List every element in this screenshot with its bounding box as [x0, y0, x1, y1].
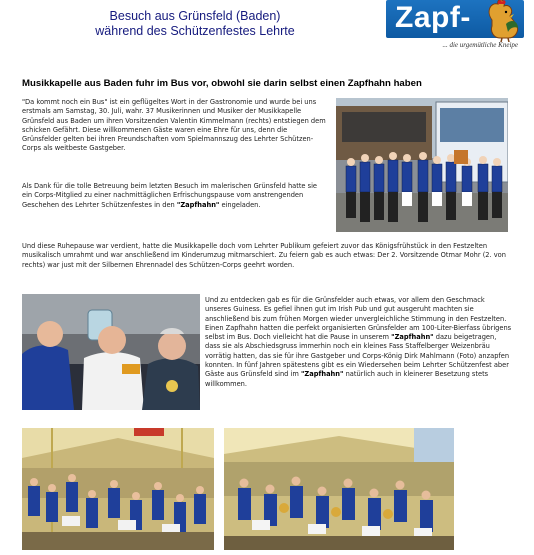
- paragraph-4-bold-1: "Zapfhahn": [391, 333, 434, 342]
- zapfhahn-logo[interactable]: [386, 0, 524, 56]
- photo-band-in-tent-right: [224, 428, 454, 550]
- rooster-icon: [484, 0, 524, 42]
- article-paragraph-1: "Da kommt noch ein Bus" ist ein geflügeltes Wort in der Gastronomie und wurde bei uns erstmals am Samstag, 30. Juli, wahr. 37 Musikerinnen und Musiker der Musikkapelle Grünsfeld aus Baden um ihren Vorsitzenden Valentin Kimmelmann (rechts) entstiegen dem schicken Gefährt. Diese willkommenen Gäste waren eine Ehre für uns, denn die Grünsfelder gelten bei ihren Freundschaften vom Spielmannszug des Lehrter Schützen-Corps als weitbeste Gastgeber.: [22, 98, 326, 153]
- paragraph-2-text-a: Als Dank für die tolle Betreuung beim letzten Besuch im malerischen Grünsfeld hatte sie ein Corps-Mitglied zu einer nachmittäglichen Erfrischungspause vom anstrengenden Geschehen des Lehrter Schützenfestes in den: [22, 182, 318, 209]
- paragraph-4-text-b: dazu beigetragen, dass sie als Abschiedsgruss immerhin noch ein kleines Fass Staffelberger Weizenbräu vorrätig hatten, das sie für ihre Gastgeber und Corps-König Dirk Mahlmann (Foto) anzapfen konnten. In fünf Jahren spätestens gibt es ein Wiedersehen beim Lehrter Schützenfest aber Gäste aus Grünsfeld sind im: [205, 333, 510, 379]
- logo-slogan: ... die urgemütliche Kneipe: [442, 41, 518, 49]
- page-title: [80, 9, 310, 39]
- paragraph-4-text-a: Und zu entdecken gab es für die Grünsfelder auch etwas, vor allem den Geschmack unseres Guiness. Es gefiel ihnen gut im Irish Pub und gut ausgeruht machten sie anschließend bis zum frühen Morgen wieder unvergleichliche Stimmung in den Festzelten. Einen Zapfhahn hatten die perfekt organisierten Grünsfelder am 100-Liter-Bierfass übrigens selbst im Bus. Doch vielleicht hat die Pause in unserem: [205, 296, 512, 342]
- paragraph-2-text-b: eingeladen.: [219, 200, 261, 209]
- article-paragraph-3: Und diese Ruhepause war verdient, hatte die Musikkapelle doch vom Lehrter Publikum gefeiert zuvor das Königsfrühstück in den Festzelten musikalisch umrahmt und war anschließend im Kinderumzug mitmarschiert. Zu feiern gab es auch etwas: Der 2. Vorsitzende Otmar Mohr (2. von rechts) war just mit der Silbernen Ehrennadel des Schützen-Corps geehrt worden.: [22, 242, 506, 269]
- article-headline: Musikkapelle aus Baden fuhr im Bus vor, obwohl sie darin selbst einen Zapfhahn haben: [22, 78, 422, 89]
- photo-band-in-tent-left: [22, 428, 214, 550]
- photo-man-with-glass: [22, 294, 200, 410]
- article-paragraph-2: [22, 182, 326, 210]
- logo-wordmark: Zapf-: [395, 1, 471, 34]
- photo-group-at-bus: [336, 98, 508, 232]
- paragraph-4-bold-2: "Zapfhahn": [300, 370, 344, 379]
- paragraph-4-text-c: natürlich auch in kleinerer Besetzung stets willkommen.: [205, 370, 489, 388]
- page-title-line-1: Besuch aus Grünsfeld (Baden): [109, 9, 281, 23]
- page-title-line-2: während des Schützenfestes Lehrte: [95, 24, 295, 38]
- article-paragraph-4: [205, 296, 512, 389]
- paragraph-2-bold: "Zapfhahn": [176, 200, 220, 209]
